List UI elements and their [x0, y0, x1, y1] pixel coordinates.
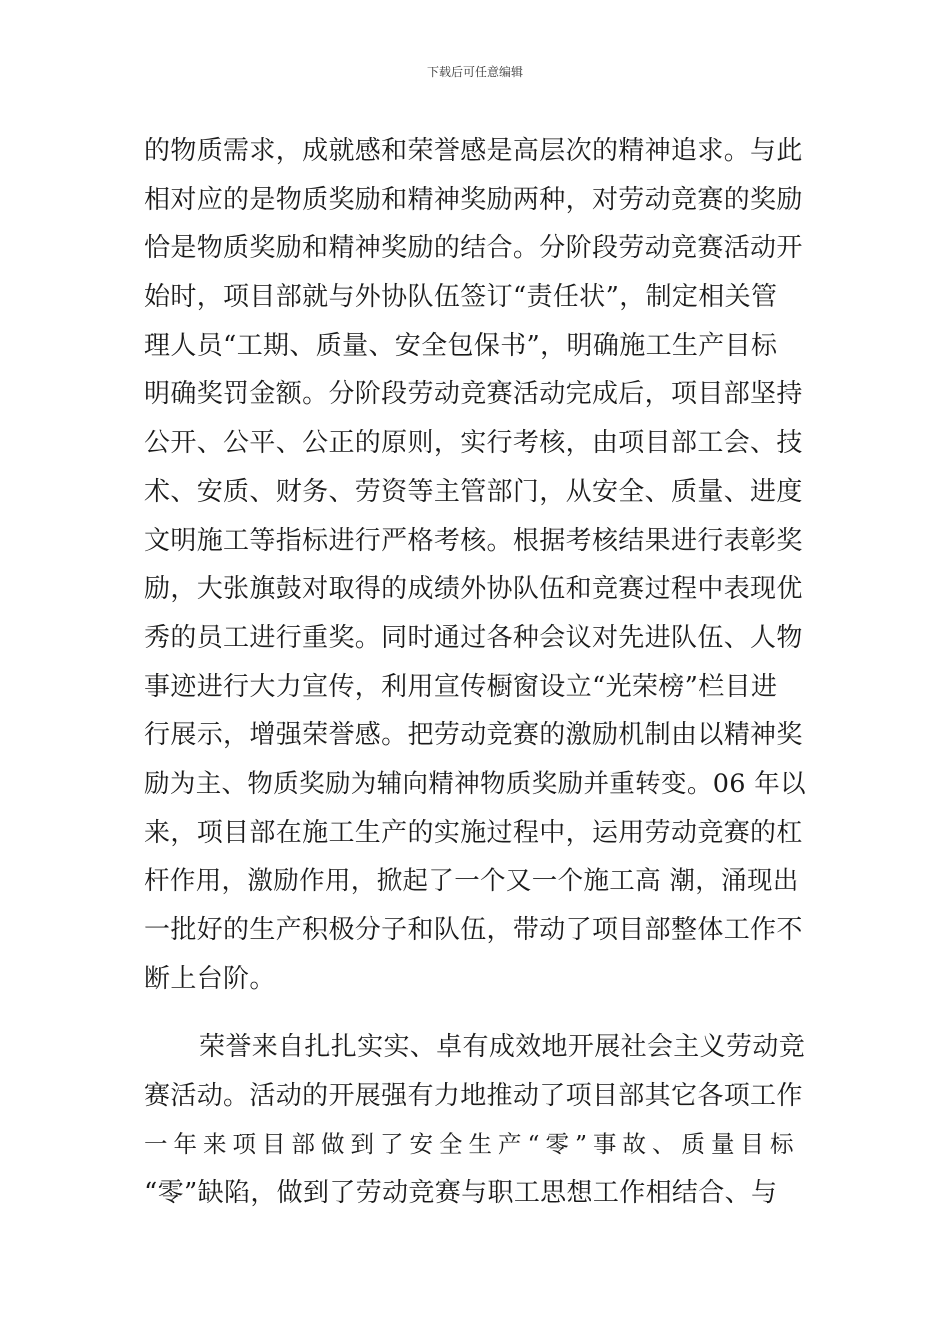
- text-line: 理人员“工期、质量、安全包保书”，明确施工生产目标: [144, 330, 778, 361]
- page-header-note: 下载后可任意编辑: [426, 65, 523, 79]
- paragraph-1: [144, 127, 808, 1003]
- text-line: 术、安质、财务、劳资等主管部门，从安全、质量、进度: [144, 476, 803, 507]
- text-line: 励为主、物质奖励为辅向精神物质奖励并重转变。06 年以: [144, 768, 807, 799]
- text-line: 明确奖罚金额。分阶段劳动竞赛活动完成后，项目部坚持: [144, 379, 803, 410]
- text-line: 励，大张旗鼓对取得的成绩外协队伍和竞赛过程中表现优: [144, 574, 803, 605]
- text-line: 赛活动。活动的开展强有力地推动了项目部其它各项工作: [144, 1080, 803, 1111]
- text-line: 公开、公平、公正的原则，实行考核，由项目部工会、技: [144, 428, 803, 459]
- text-line: 始时，项目部就与外协队伍签订“责任状”，制定相关管: [144, 282, 778, 313]
- text-line: 文明施工等指标进行严格考核。根据考核结果进行表彰奖: [144, 525, 803, 556]
- text-line: 一年来项目部做到了安全生产“零”事故、质量目标: [144, 1130, 800, 1159]
- text-line: 一批好的生产积极分子和队伍，带动了项目部整体工作不: [144, 915, 803, 945]
- text-line: 恰是物质奖励和精神奖励的结合。分阶段劳动竞赛活动开: [144, 233, 803, 264]
- text-line: 秀的员工进行重奖。同时通过各种会议对先进队伍、人物: [144, 622, 803, 653]
- text-line: 断上台阶。: [144, 963, 276, 994]
- paragraph-2: [144, 1023, 808, 1218]
- text-line: 行展示，增强荣誉感。把劳动竞赛的激励机制由以精神奖: [144, 720, 803, 751]
- text-line: 相对应的是物质奖励和精神奖励两种，对劳动竞赛的奖励: [144, 184, 803, 215]
- text-line: “零”缺陷，做到了劳动竞赛与职工思想工作相结合、与: [144, 1178, 778, 1209]
- text-line: 荣誉来自扎扎实实、卓有成效地开展社会主义劳动竞: [199, 1032, 806, 1062]
- text-line: 事迹进行大力宣传，利用宣传橱窗设立“光荣榜”栏目进: [144, 671, 778, 702]
- text-line: 来，项目部在施工生产的实施过程中，运用劳动竞赛的杠: [144, 817, 803, 848]
- text-line: 杆作用，激励作用，掀起了一个又一个施工高 潮，涌现出: [144, 866, 799, 897]
- text-line: 的物质需求，成就感和荣誉感是高层次的精神追求。与此: [144, 136, 803, 166]
